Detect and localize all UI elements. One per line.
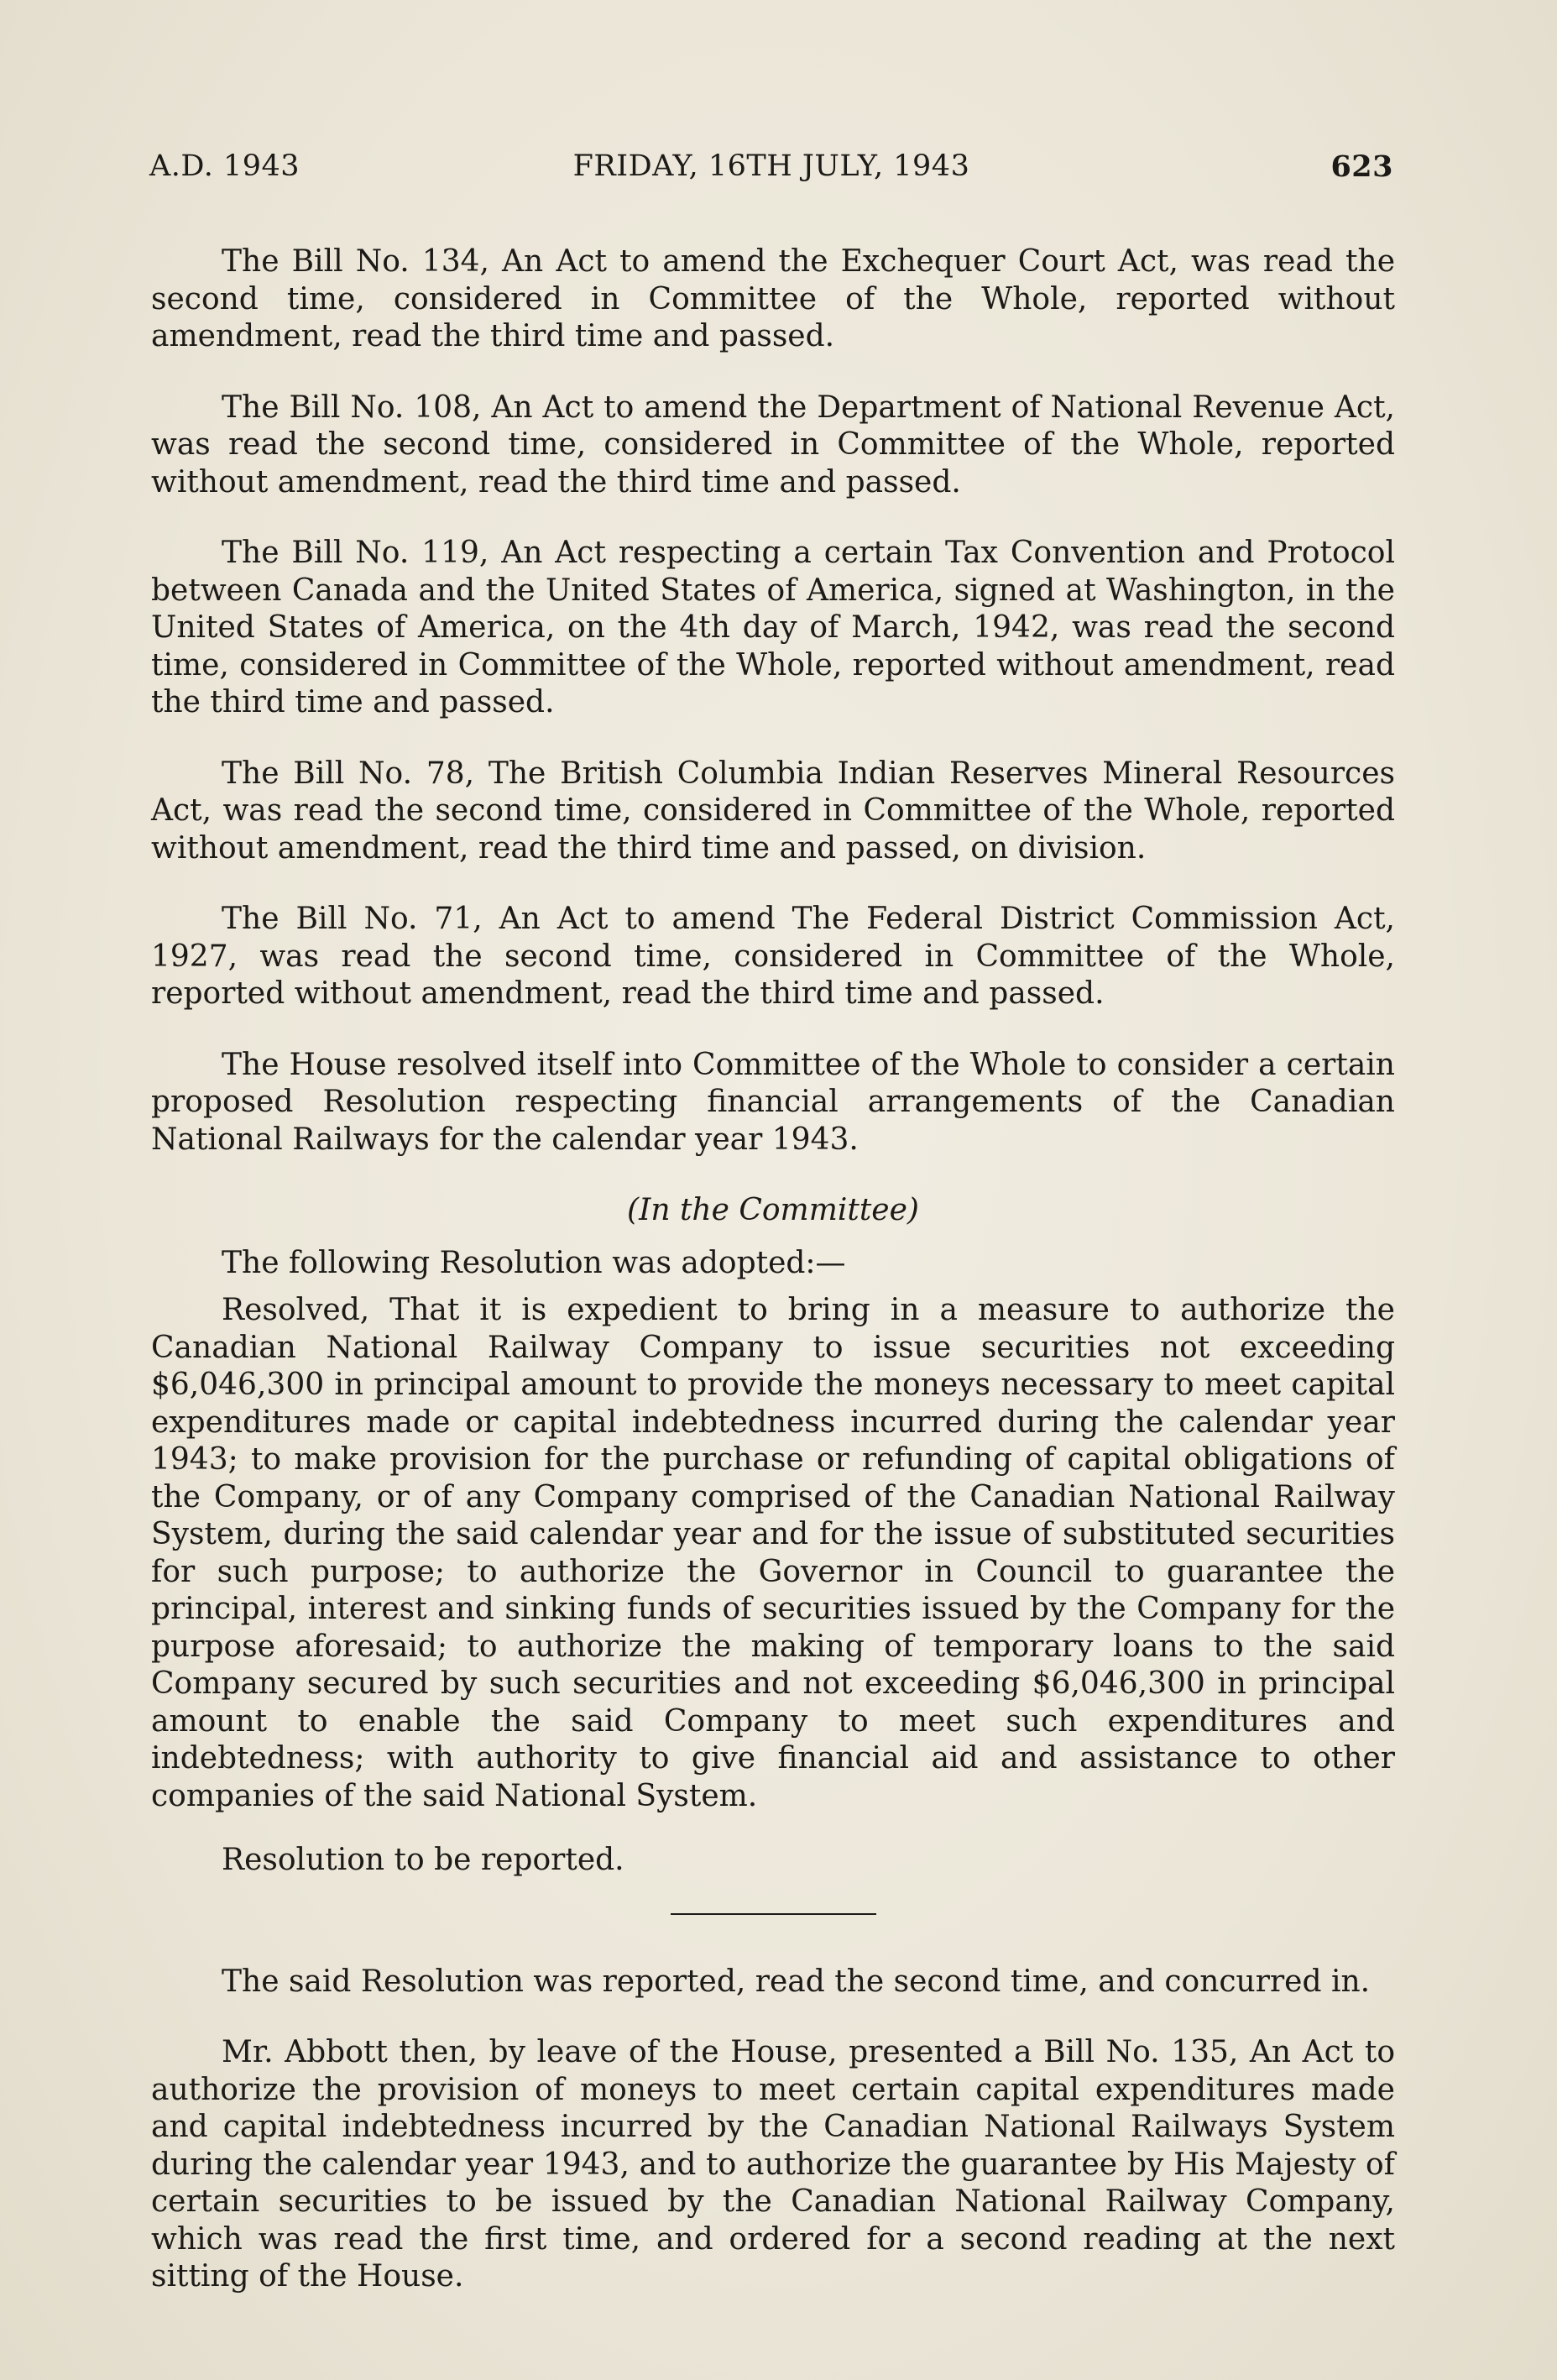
paragraph-bill-134: The Bill No. 134, An Act to amend the Exchequer Court Act, was read the second time, considered in Committee of the Whole, reported without amendment, read the third time and passed. <box>151 244 1395 353</box>
paragraph-concurred: The said Resolution was reported, read the second time, and concurred in. <box>222 1964 1371 1999</box>
paragraph-resolution-reported: Resolution to be reported. <box>222 1843 624 1877</box>
paragraph-bill-71: The Bill No. 71, An Act to amend The Federal District Commission Act, 1927, was read the second time, considered in Committee of the Whole, reported without amendment, read the third time and passed. <box>151 902 1395 1011</box>
paragraph-bill-78: The Bill No. 78, The British Columbia Indian Reserves Mineral Resources Act, was read the second time, considered in Committee of the Whole, reported without amendment, read the third time and passed, on division. <box>151 756 1395 866</box>
paragraph-bill-108: The Bill No. 108, An Act to amend the Department of National Revenue Act, was read the second time, considered in Committee of the Whole, reported without amendment, read the third time and passed. <box>151 390 1395 500</box>
page-body <box>151 243 1395 2330</box>
paragraph-committee-resolution: The House resolved itself into Committee of the Whole to consider a certain proposed Resolution respecting financial arrangements of the Canadian National Railways for the calendar year 1943. <box>151 1047 1395 1157</box>
date-heading: FRIDAY, 16TH JULY, 1943 <box>572 149 970 183</box>
page-header <box>149 149 1393 191</box>
page-number: 623 <box>1330 149 1393 184</box>
paragraph-bill-119: The Bill No. 119, An Act respecting a certain Tax Convention and Protocol between Canada and the United States of America, signed at Washington, in the United States of America, on the 4th day of March, 1942, was read the second time, considered in Committee of the Whole, reported without amendment, read the third time and passed. <box>151 536 1395 719</box>
paragraph-resolution-adopted: The following Resolution was adopted:— <box>222 1245 846 1280</box>
paragraph-bill-135: Mr. Abbott then, by leave of the House, presented a Bill No. 135, An Act to authorize the provision of moneys to meet certain capital expenditures made and capital indebtedness incurred by the Canadian National Railways System during the calendar year 1943, and to authorize the guarantee by His Majesty of certain securities to be issued by the Canadian National Railway Company, which was read the first time, and ordered for a second reading at the next sitting of the House. <box>151 2035 1395 2294</box>
year-label: A.D. 1943 <box>149 149 300 183</box>
paragraph-resolved: Resolved, That it is expedient to bring in a measure to authorize the Canadian National Railway Company to issue securities not exceeding $6,046,300 in principal amount to provide the moneys necessary to meet capital expenditures made or capital indebtedness incurred during the calendar year 1943; to make provision for the purchase or refunding of capital obligations of the Company, or of any Company comprised of the Canadian National Railway System, during the said calendar year and for the issue of substituted securities for such purpose; to authorize the Governor in Council to guarantee the principal, interest and sinking funds of securities issued by the Company for the purpose aforesaid; to authorize the making of temporary loans to the said Company secured by such securities and not exceeding $6,046,300 in principal amount to enable the said Company to meet such expenditures and indebtedness; with authority to give financial aid and assistance to other companies of the said National System. <box>151 1293 1395 1813</box>
section-divider <box>671 1913 876 1915</box>
in-committee-heading: (In the Committee) <box>627 1193 919 1227</box>
